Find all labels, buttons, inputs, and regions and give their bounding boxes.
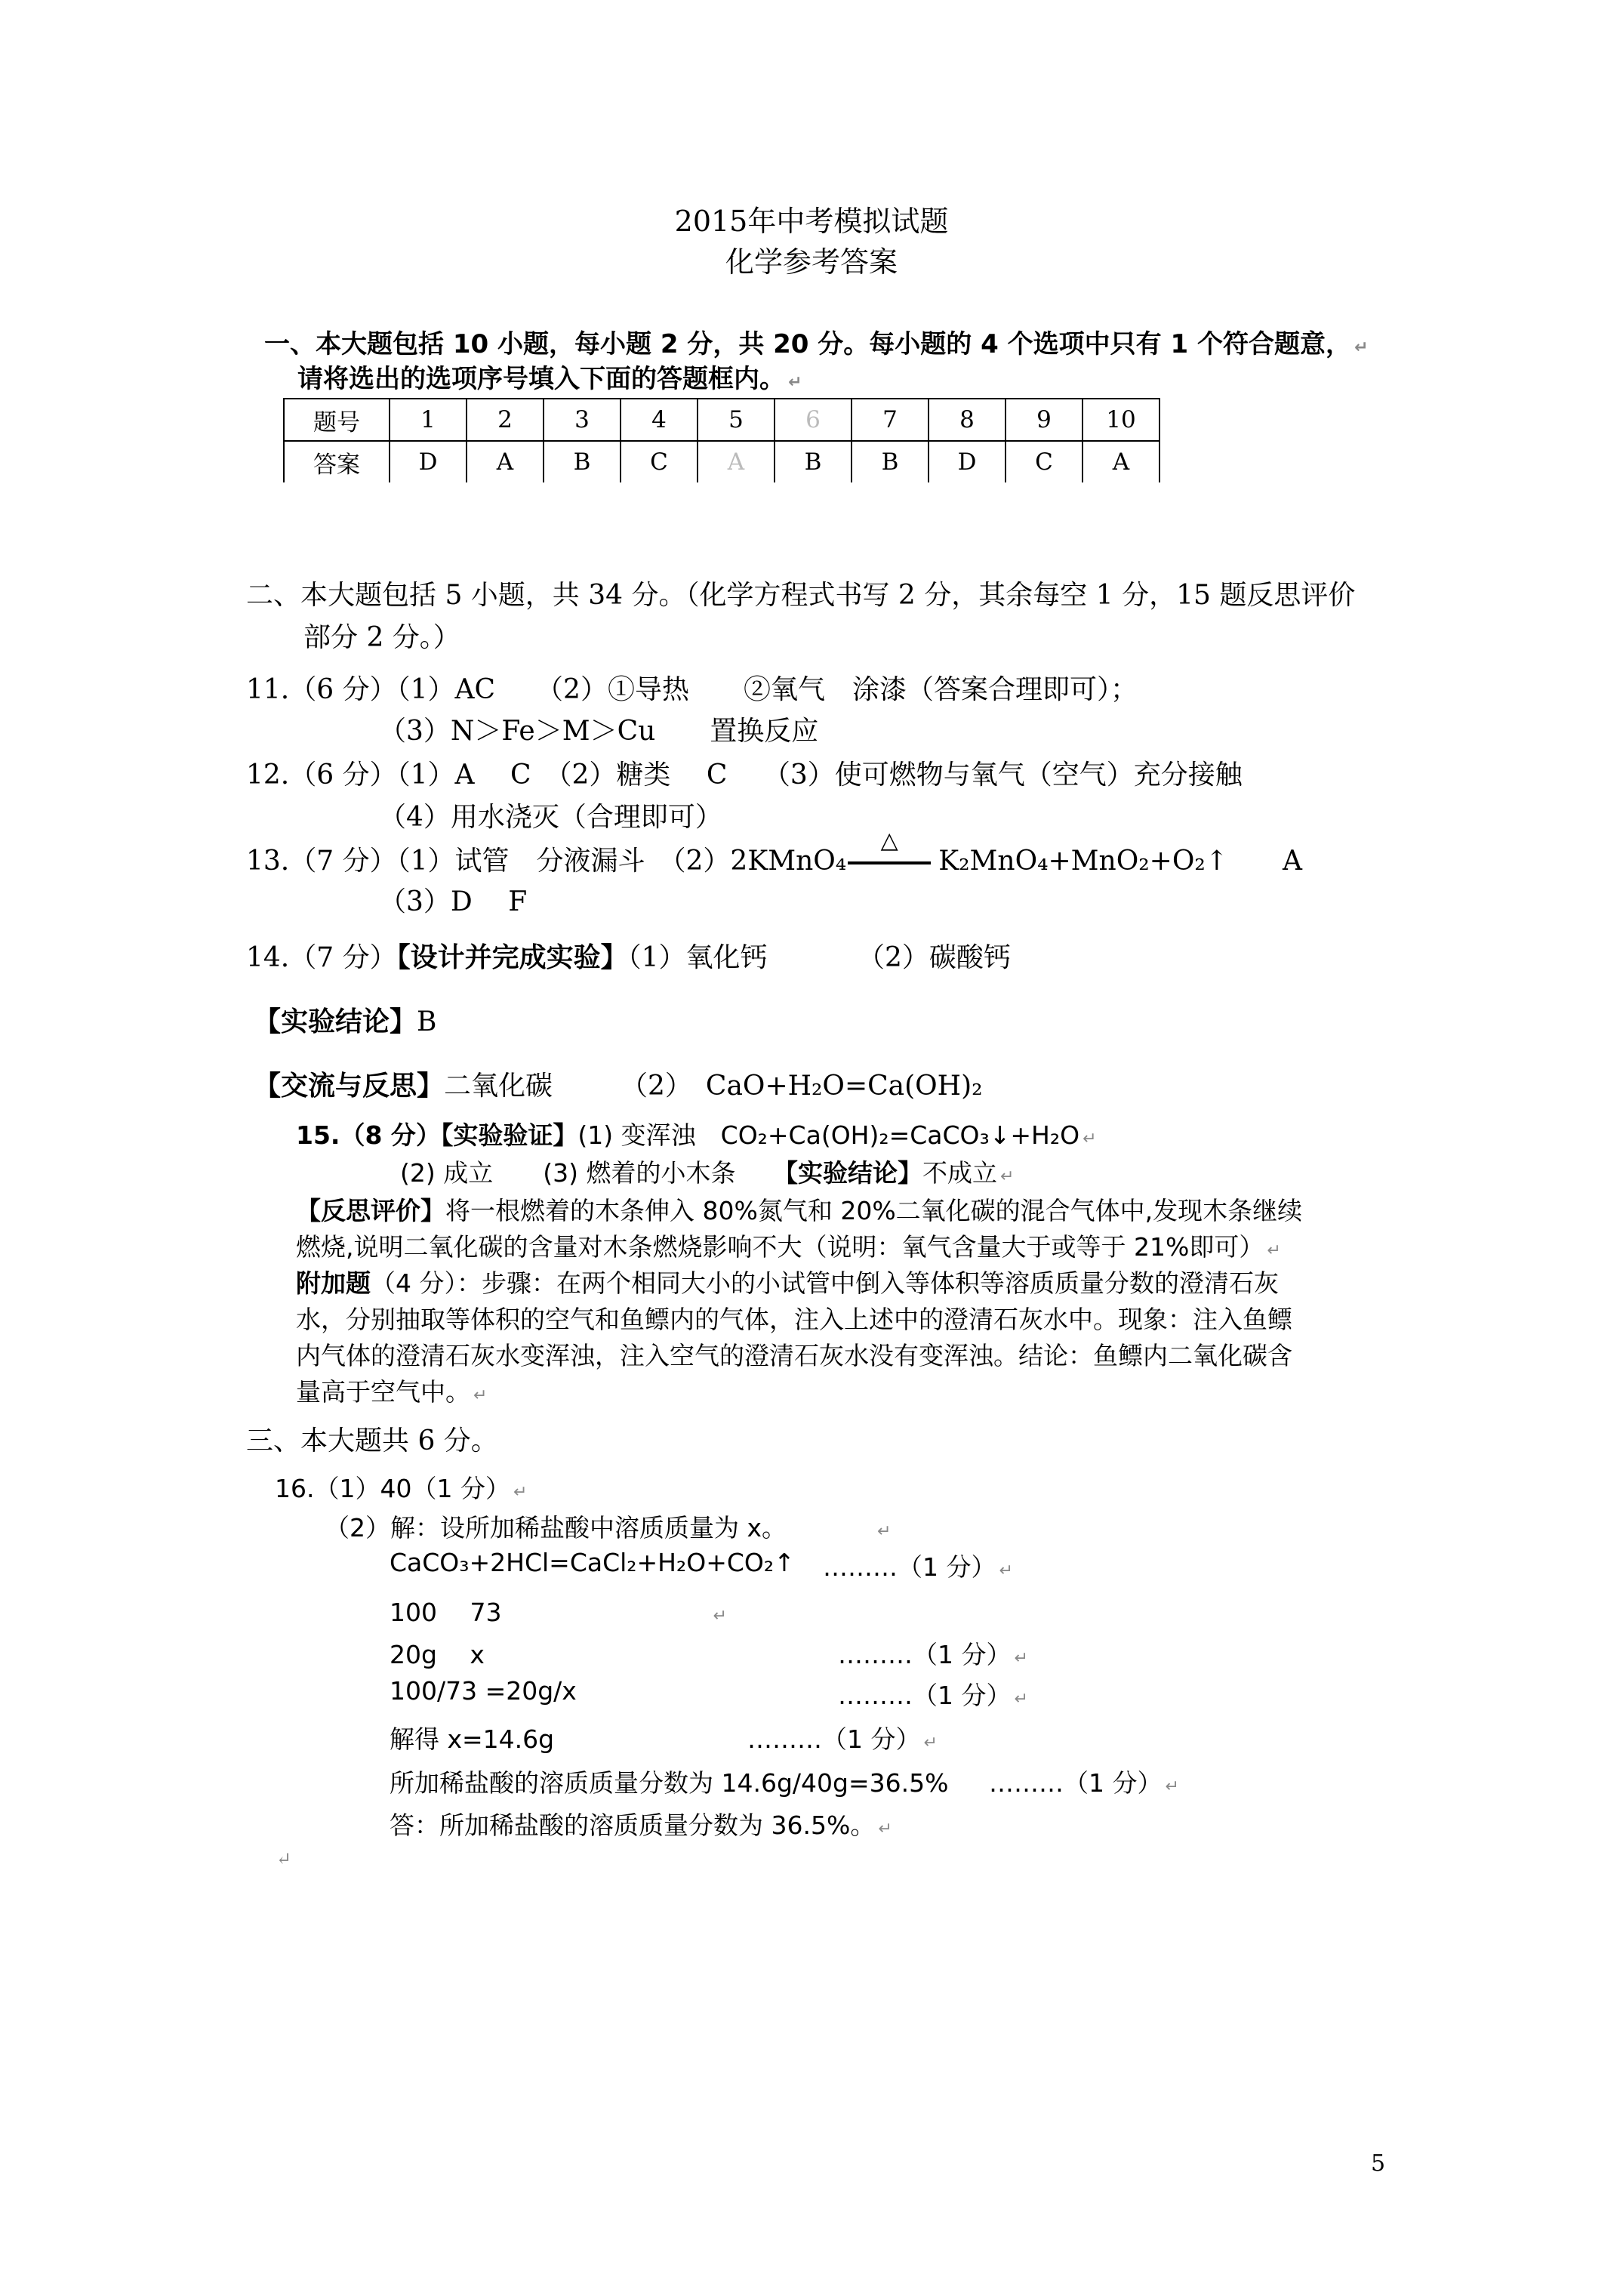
table-cell: D [929,441,1006,482]
section2-intro-line2: 部分 2 分。） [303,622,460,653]
q13-line2: （3）D F [379,886,528,917]
table-cell: 9 [1006,399,1083,441]
answer-table [283,398,1160,482]
table-cell: B [544,441,621,482]
fraction-score: ………（1 分） ↵ [989,1768,1179,1798]
table-row-label: 答案 [284,441,390,482]
solve-score: ………（1 分） ↵ [747,1724,938,1754]
table-cell: B [775,441,852,482]
solve-line: 解得 x=14.6g [390,1724,555,1754]
table-cell: A [467,441,544,482]
evaluation-line2: 燃烧,说明二氧化碳的含量对木条燃烧影响不大（说明：氧气含量大于或等于 21%即可） ↵ [296,1232,1281,1262]
experiment-conclusion-line: 【实验结论】B [254,1006,437,1037]
table-cell: 6 [775,399,852,441]
q12-line2: （4）用水浇灭（合理即可） [379,802,722,833]
q13-line1: 13.（7 分）（1）试管 分液漏斗 （2）2KMnO₄ △ K₂MnO₄+MnO₂+O₂↑ A [246,827,1302,877]
table-cell: 8 [929,399,1006,441]
table-cell: 5 [698,399,775,441]
proportion-line: 100/73 =20g/x [390,1676,577,1706]
q11-line2: （3）N＞Fe＞M＞Cu 置换反应 [379,716,819,747]
extra-question-line2: 水，分别抽取等体积的空气和鱼鳔内的气体，注入上述中的澄清石灰水中。现象：注入鱼鳔 [296,1305,1292,1334]
heating-condition-arrow: △ [848,846,931,877]
table-cell: C [621,441,698,482]
table-cell: B [852,441,929,482]
table-cell: 4 [621,399,698,441]
reflection-line: 【交流与反思】二氧化碳 （2） CaO+H₂O=Ca(OH)₂ [254,1070,983,1102]
page-title: 2015年中考模拟试题 [674,205,949,238]
table-cell: D [390,441,467,482]
q15-line2: (2) 成立 (3) 燃着的小木条 【实验结论】不成立 ↵ [400,1158,1015,1188]
mass-score: ………（1 分） ↵ [838,1640,1028,1669]
fraction-line: 所加稀盐酸的溶质质量分数为 14.6g/40g=36.5% [390,1768,949,1798]
table-cell: 10 [1083,399,1160,441]
table-cell: C [1006,441,1083,482]
table-cell: 2 [467,399,544,441]
equation-line: CaCO₃+2HCl=CaCl₂+H₂O+CO₂↑ [390,1548,795,1577]
q15-line1: 15.（8 分）【实验验证】(1) 变浑浊 CO₂+Ca(OH)₂=CaCO₃↓+H₂O ↵ [296,1120,1097,1150]
table-row-label: 题号 [284,399,390,441]
table-cell: A [698,441,775,482]
evaluation-line1: 【反思评价】将一根燃着的木条伸入 80%氮气和 20%二氧化碳的混合气体中,发现木条继续 [296,1196,1303,1225]
q14-line: 14.（7 分）【设计并完成实验】（1）氧化钙 （2）碳酸钙 [246,942,1011,973]
q11-line1: 11.（6 分）（1）AC （2）①导热 ②氧气 涂漆（答案合理即可）； [246,674,1138,705]
table-cell: 1 [390,399,467,441]
page-number: 5 [1371,2150,1386,2177]
section1-intro-line2: 请将选出的选项序号填入下面的答题框内。 ↵ [297,364,802,394]
answer-table-header-row [284,399,1160,441]
q16-line2: （2）解：设所加稀盐酸中溶质质量为 x。 ↵ [325,1513,892,1542]
proportion-score: ………（1 分） ↵ [838,1681,1028,1710]
answer-table-answer-row [284,441,1160,482]
section3-intro: 三、本大题共 6 分。 [246,1425,498,1456]
q12-line1: 12.（6 分）（1）A C （2）糖类 C （3）使可燃物与氧气（空气）充分接触 [246,760,1243,791]
final-answer-line: 答：所加稀盐酸的溶质质量分数为 36.5%。 ↵ [390,1811,892,1840]
equation-score: ………（1 分） ↵ [823,1552,1013,1582]
ratio-line: 100 73 ↵ [390,1598,727,1627]
extra-question-line3: 内气体的澄清石灰水变浑浊，注入空气的澄清石灰水没有变浑浊。结论：鱼鳔内二氧化碳含 [296,1341,1292,1370]
section1-intro-line1: 一、本大题包括 10 小题，每小题 2 分，共 20 分。每小题的 4 个选项中只有 1 个符合题意， ↵ [264,329,1369,359]
extra-question-line4: 量高于空气中。 ↵ [296,1377,488,1407]
q16-line1: 16.（1）40（1 分） ↵ [275,1474,528,1503]
table-cell: 7 [852,399,929,441]
table-cell: 3 [544,399,621,441]
extra-question-line1: 附加题（4 分）：步骤：在两个相同大小的小试管中倒入等体积等溶质质量分数的澄清石灰 [296,1268,1279,1298]
page-subtitle: 化学参考答案 [725,245,898,279]
section2-intro-line1: 二、本大题包括 5 小题，共 34 分。（化学方程式书写 2 分，其余每空 1 分，15 题反思评价 [246,580,1356,611]
table-cell: A [1083,441,1160,482]
mass-line: 20g x [390,1640,485,1669]
paragraph-mark: ↵ [276,1848,292,1869]
